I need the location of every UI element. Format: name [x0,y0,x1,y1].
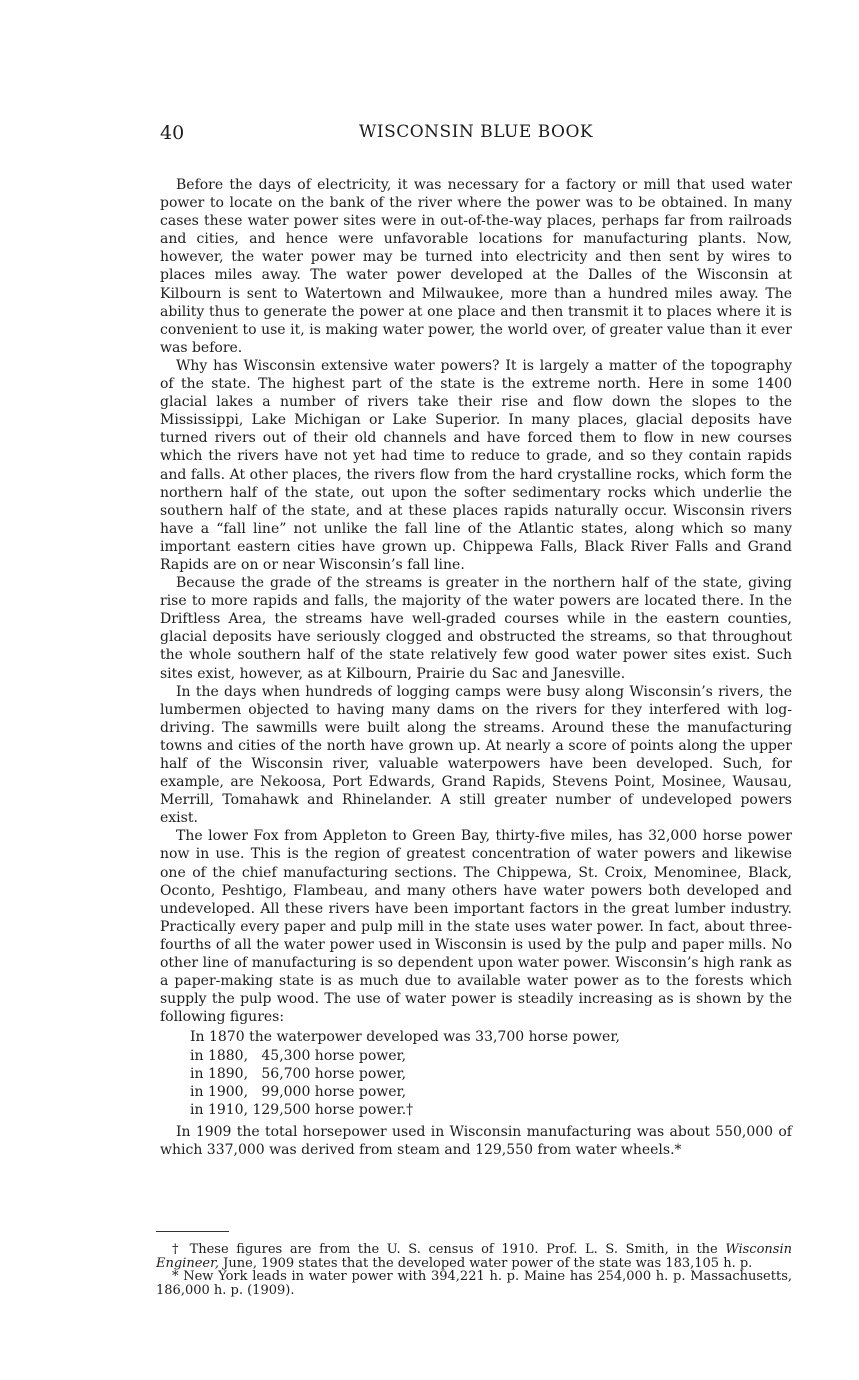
figure-line: in 1890, 56,700 horse power, [190,1065,407,1082]
closing-paragraph: In 1909 the total horsepower used in Wisconsin manufacturing was about 550,000 of which 337,000 was derived from steam and 129,550 from water wheels.* [160,1123,792,1158]
paragraph: The lower Fox from Appleton to Green Bay, thirty-five miles, has 32,000 horse power now in use. This is the region of greatest concentration of water powers and likewise one of the chief manufacturing sections. The Chippewa, St. Croix, Menominee, Black, Oconto, Peshtigo, Flambeau, and many others have water powers both developed and undeveloped. All these rivers have been important factors in the great lumber industry. Practically every paper and pulp mill in the state uses water power. In fact, about three-fourths of all the water power used in Wisconsin is used by the pulp and paper mills. No other line of manufacturing is so dependent upon water power. Wisconsin’s high rank as a paper-making state is as much due to available water power as to the forests which supply the pulp wood. The use of water power is steadily increasing as is shown by the following figures: [160,828,792,1026]
horsepower-figures-list [190,1028,792,1118]
footnote-dagger-text: † These figures are from the U. S. census of 1910. Prof. L. S. Smith, in the [172,1242,726,1257]
page-header [160,122,792,146]
paragraph: In the days when hundreds of logging camps were busy along Wisconsin’s rivers, the lumbermen objected to having many dams on the rivers for they interfered with log-driving. The sawmills were built along the streams. Around these the manufacturing towns and cities of the north have grown up. At nearly a score of points along the upper half of the Wisconsin river, valuable waterpowers have been developed. Such, for example, are Nekoosa, Port Edwards, Grand Rapids, Stevens Point, Mosinee, Wausau, Merrill, Tomahawk and Rhinelander. A still greater number of undeveloped powers exist. [160,683,792,827]
body-text [160,176,792,1159]
running-title: WISCONSIN BLUE BOOK [358,122,594,142]
footnote-publication-title: Wisconsin Engineer, [156,1242,792,1271]
footnotes [156,1243,792,1297]
figure-line: in 1900, 99,000 horse power, [190,1083,407,1100]
footnote-rule [156,1231,229,1232]
figure-line: in 1880, 45,300 horse power, [190,1047,407,1064]
paragraph: Why has Wisconsin extensive water powers? It is largely a matter of the topography of the state. The highest part of the state is the extreme north. Here in some 1400 glacial lakes a number of rivers take their rise and flow down the slopes to the Mississippi, Lake Michigan or Lake Superior. In many places, glacial deposits have turned rivers out of their old channels and have forced them to flow in new courses which the rivers have not yet had time to reduce to grade, and so they contain rapids and falls. At other places, the rivers flow from the hard crystalline rocks, which form the northern half of the state, out upon the softer sedimentary rocks which underlie the southern half of the state, and at these places rapids naturally occur. Wisconsin rivers have a “fall line” not unlike the fall line of the Atlantic states, along which so many important eastern cities have grown up. Chippewa Falls, Black River Falls and Grand Rapids are on or near Wisconsin’s fall line. [160,357,792,573]
paragraph: Because the grade of the streams is greater in the northern half of the state, giving rise to more rapids and falls, the majority of the water powers are located there. In the Driftless Area, the streams have well-graded courses while in the eastern counties, glacial deposits have seriously clogged and obstructed the streams, so that throughout the whole southern half of the state relatively few good water power sites exist. Such sites exist, however, as at Kilbourn, Prairie du Sac and Janesville. [160,575,792,682]
figure-line: in 1910, 129,500 horse power.† [190,1101,414,1118]
figure-line: In 1870 the waterpower developed was 33,700 horse power, [190,1029,620,1046]
page-number: 40 [160,122,185,144]
footnote-dagger [156,1243,792,1270]
footnote-dagger-text-end: June, 1909 states that the developed water power of the state was 183,105 h. p. [219,1255,753,1271]
footnote-asterisk: * New York leads in water power with 394,221 h. p. Maine has 254,000 h. p. Massachusetts, 186,000 h. p. (1909). [156,1269,792,1298]
paragraph: Before the days of electricity, it was necessary for a factory or mill that used water power to locate on the bank of the river where the power was to be obtained. In many cases these water power sites were in out-of-the-way places, perhaps far from railroads and cities, and hence were unfavorable locations for manufacturing plants. Now, however, the water power may be turned into electricity and then sent by wires to places miles away. The water power developed at the Dalles of the Wisconsin at Kilbourn is sent to Watertown and Milwaukee, more than a hundred miles away. The ability thus to generate the power at one place and then transmit it to places where it is convenient to use it, is making water power, the world over, of greater value than it ever was before. [160,177,792,356]
